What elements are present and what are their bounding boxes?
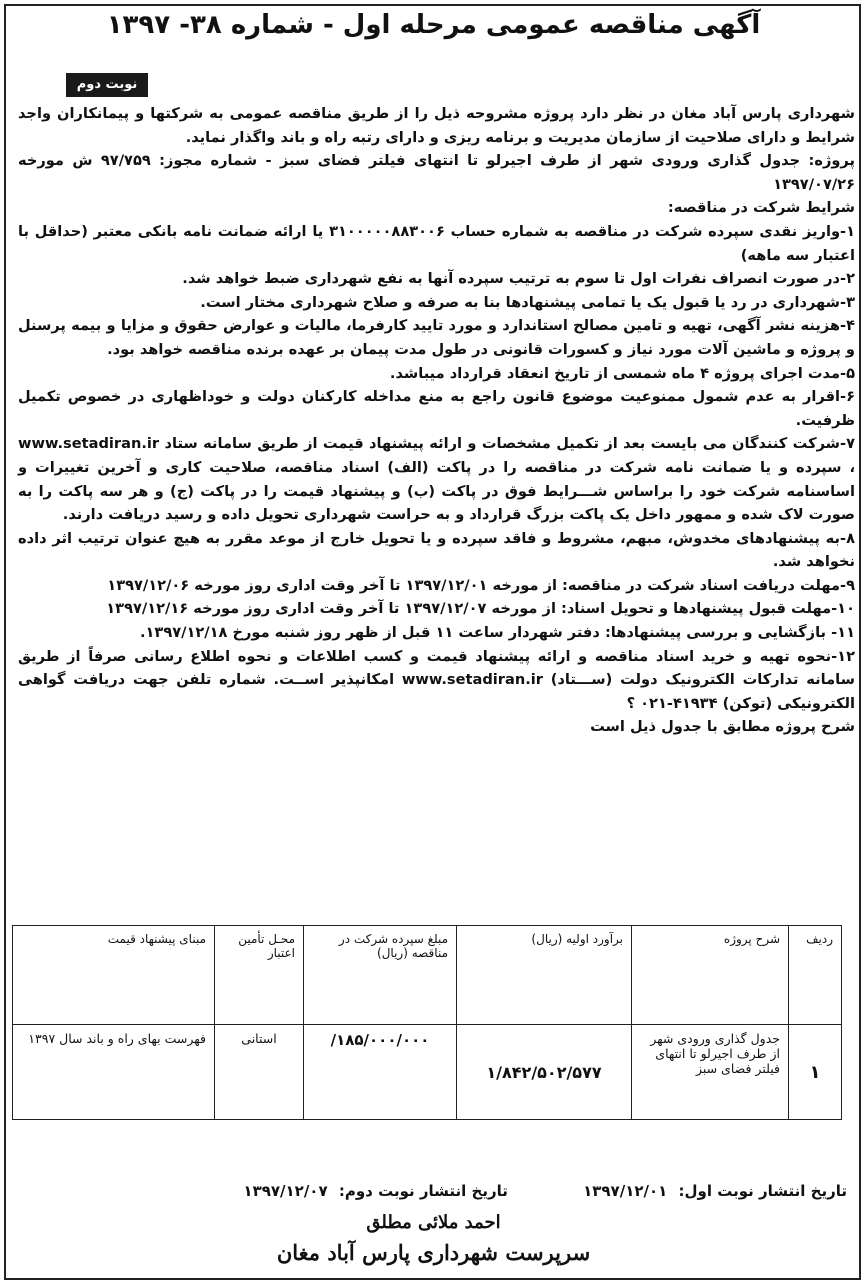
project-line: پروژه: جدول گذاری ورودی شهر از طرف اجیرلو تا انتهای فیلتر فضای سبز - شماره مجوز: ۹۷/۷۵۹ ش مورخه ۱۳۹۷/۰۷/۲۶: [18, 152, 855, 193]
signer-name: احمد ملائی مطلق: [366, 1212, 501, 1233]
table-intro: شرح پروژه مطابق با جدول ذیل است: [590, 718, 855, 736]
condition-item-4: ۴-هزینه نشر آگهی، تهیه و تامین مصالح استاندارد و مورد تایید کارفرما، مالیات و عوارض حقوق و مزایا و بیمه پرسنل و پروژه و ماشین آلات مورد نیاز و کسورات قانونی در طول مدت پیمان بر عهده برنده مناقصه خواهد بود.: [18, 317, 855, 358]
signer-title: سرپرست شهرداری پارس آباد مغان: [276, 1240, 591, 1265]
cell-row-number: ۱: [789, 1025, 842, 1120]
col-header-deposit: مبلغ سپرده شرکت در مناقصه (ریال): [304, 926, 457, 1025]
notice-body: [18, 102, 855, 739]
col-header-estimate: برآورد اولیه (ریال): [457, 926, 632, 1025]
intro-paragraph: شهرداری پارس آباد مغان در نظر دارد پروژه مشروحه ذیل را از طریق مناقصه عمومی به شرکتها و پیمانکاران واجد شرایط و دارای صلاحیت از سازمان مدیریت و برنامه ریزی و دارای رتبه راه و باند واگذار نماید.: [18, 105, 855, 146]
cell-funding: استانی: [215, 1025, 304, 1120]
conditions-heading: شرایط شرکت در مناقصه:: [667, 199, 855, 217]
condition-item-1: ۱-واریز نقدی سپرده شرکت در مناقصه به شماره حساب ۳۱۰۰۰۰۰۸۸۳۰۰۶ یا ارائه ضمانت نامه بانکی معتبر (حداقل با اعتبار سه ماهه): [18, 222, 855, 264]
condition-item-6: ۶-اقرار به عدم شمول ممنوعیت موضوع قانون راجع به منع مداخله کارکنان دولت و خوداظهاری در خصوص تکمیل ظرفیت.: [18, 388, 855, 429]
condition-item-7: ۷-شرکت کنندگان می بایست بعد از تکمیل مشخصات و ارائه پیشنهاد قیمت از طریق سامانه ستاد www.setadiran.ir ، سپرده و یا ضمانت نامه شرکت در مناقصه را در پاکت (الف) اسناد مناقصه، صلاحیت کاری و آخرین تغییرات و اساسنامه شرکت خود را براساس شـــرایط فوق در پاکت (ب) و پیشنهاد قیمت را در پاکت (ج) و هر سه پاکت را به صورت لاک شده و ممهور داخل یک پاکت بزرگ قرارداد و به حراست شهرداری تحویل داده و رسید دریافت دارند.: [18, 435, 855, 524]
table-header-row: [13, 926, 842, 1025]
cell-price-basis: فهرست بهای راه و باند سال ۱۳۹۷: [13, 1025, 215, 1120]
first-pub-date: ۱۳۹۷/۱۲/۰۱: [583, 1182, 668, 1200]
first-pub-label: تاریخ انتشار نوبت اول:: [678, 1182, 847, 1200]
condition-item-2: ۲-در صورت انصراف نفرات اول تا سوم به ترتیب سپرده آنها به نفع شهرداری ضبط خواهد شد.: [182, 270, 855, 288]
col-header-price-basis: مبنای پیشنهاد قیمت: [13, 926, 215, 1025]
publication-round-badge: نوبت دوم: [66, 73, 148, 97]
condition-item-10: ۱۰-مهلت قبول پیشنهادها و تحویل اسناد: از مورخه ۱۳۹۷/۱۲/۰۷ تا آخر وقت اداری روز مورخه ۱۳۹۷/۱۲/۱۶: [106, 600, 855, 618]
cell-description: جدول گذاری ورودی شهر از طرف اجیرلو تا انتهای فیلتر فضای سبز: [632, 1025, 789, 1120]
publication-dates: [24, 1182, 847, 1200]
condition-item-9: ۹-مهلت دریافت اسناد شرکت در مناقصه: از مورخه ۱۳۹۷/۱۲/۰۱ تا آخر وقت اداری روز مورخه ۱۳۹۷/۱۲/۰۶: [107, 576, 855, 594]
cell-deposit: ۱۸۵/۰۰۰/۰۰۰/: [304, 1025, 457, 1120]
col-header-funding: محـل تأمین اعتبار: [215, 926, 304, 1025]
table-row: [13, 1025, 842, 1120]
condition-item-8: ۸-به پیشنهادهای مخدوش، مبهم، مشروط و فاقد سپرده و یا تحویل خارج از موعد مقرر به هیچ عنوان ترتیب اثر داده نخواهد شد.: [18, 529, 855, 571]
condition-item-11: ۱۱- بازگشایی و بررسی پیشنهادها: دفتر شهردار ساعت ۱۱ قبل از ظهر روز شنبه مورخ ۱۳۹۷/۱۲/۱۸.: [139, 624, 855, 642]
project-table: [12, 925, 842, 1120]
second-pub-date: ۱۳۹۷/۱۲/۰۷: [243, 1182, 328, 1200]
cell-estimate: ۱/۸۴۲/۵۰۲/۵۷۷: [457, 1025, 632, 1120]
page-title: آگهی مناقصه عمومی مرحله اول - شماره ۳۸- ۱۳۹۷: [106, 10, 761, 40]
col-header-row-number: ردیف: [789, 926, 842, 1025]
condition-item-5: ۵-مدت اجرای پروژه ۴ ماه شمسی از تاریخ انعقاد قرارداد میباشد.: [389, 364, 855, 382]
condition-item-12: ۱۲-نحوه تهیه و خرید اسناد مناقصه و ارائه پیشنهاد قیمت و کسب اطلاعات و نحوه اطلاع رسانی صرفاً از طریق سامانه تدارکات الکترونیک دولت (ســـتاد) www.setadiran.ir امکانپذیر اســت. شماره تلفن جهت دریافت گواهی الکترونیکی (توکن) ۴۱۹۳۴-۰۲۱ ؟: [18, 647, 855, 712]
condition-item-3: ۳-شهرداری در رد یا قبول یک یا تمامی پیشنهادها بنا به صرفه و صلاح شهرداری مختار است.: [200, 293, 855, 311]
second-pub-label: تاریخ انتشار نوبت دوم:: [338, 1182, 508, 1200]
col-header-description: شرح پروژه: [632, 926, 789, 1025]
